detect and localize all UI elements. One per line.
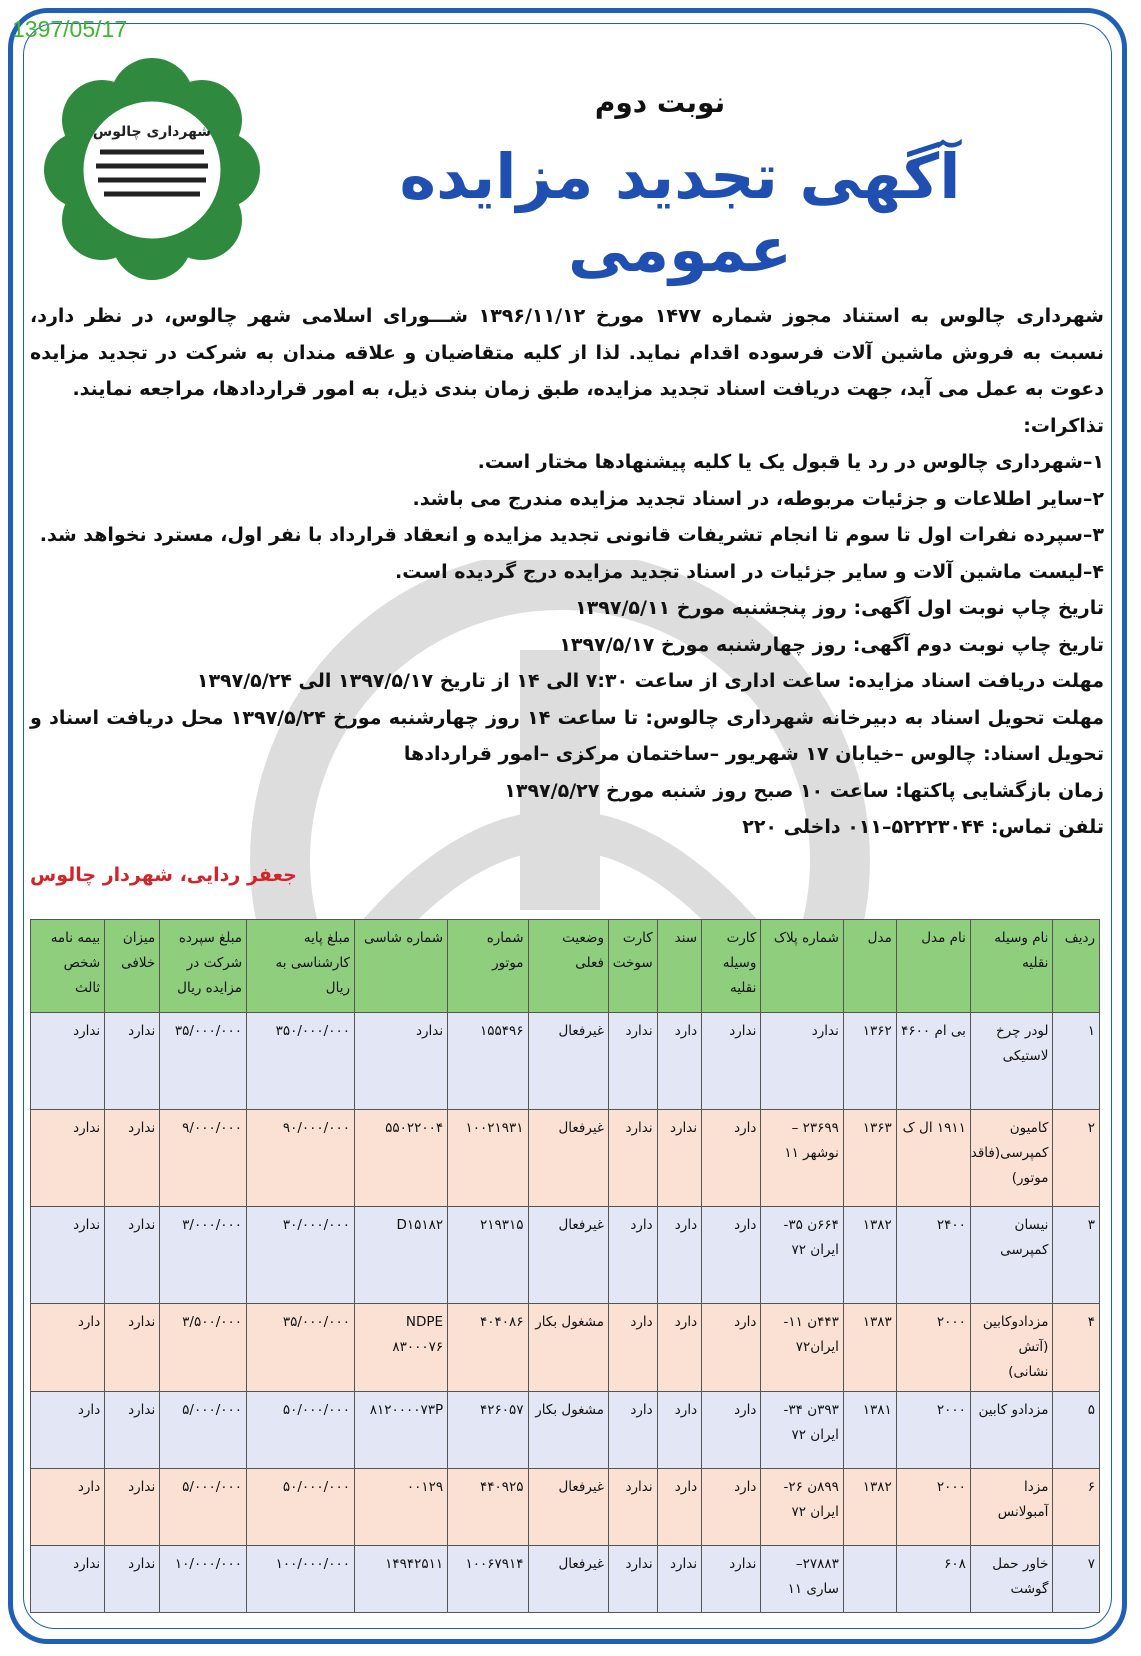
table-cell: دارد (657, 1207, 701, 1304)
table-cell: ۵ (1053, 1392, 1100, 1469)
table-cell (843, 1546, 896, 1613)
table-row (31, 1546, 1100, 1613)
table-cell: مشغول بکار (528, 1392, 608, 1469)
table-cell: ۶۶۴ن ۳۵- ایران ۷۲ (761, 1207, 844, 1304)
table-cell: ۳/۰۰۰/۰۰۰ (160, 1207, 247, 1304)
column-header: نام مدل (896, 920, 970, 1013)
table-cell: ۲۰۰۰ (896, 1392, 970, 1469)
table-cell: ۱۵۵۴۹۶ (448, 1013, 528, 1110)
column-header: مبلغ پایه کارشناسی به ریال (247, 920, 355, 1013)
column-header: مبلغ سپرده شرکت در مزایده ریال (160, 920, 247, 1013)
table-cell: ندارد (105, 1304, 160, 1392)
table-cell: ۱۳۸۱ (843, 1392, 896, 1469)
table-cell: ۵/۰۰۰/۰۰۰ (160, 1469, 247, 1546)
table-cell: ۸۱۲۰۰۰۰۷۳P (354, 1392, 447, 1469)
table-cell: بی ام ۴۶۰۰ (896, 1013, 970, 1110)
table-cell: ۴۴۰۹۲۵ (448, 1469, 528, 1546)
table-cell: ۶۰۸ (896, 1546, 970, 1613)
table-cell: D۱۵۱۸۲ (354, 1207, 447, 1304)
table-cell: خاور حمل گوشت (970, 1546, 1053, 1613)
table-cell: ۵۵۰۲۲۰۰۴ (354, 1110, 447, 1207)
table-cell: ندارد (31, 1110, 105, 1207)
table-cell: ۴۲۶۰۵۷ (448, 1392, 528, 1469)
table-cell: دارد (657, 1392, 701, 1469)
date-stamp: 1397/05/17 (12, 16, 128, 42)
table-cell: ۳۹۳ن ۳۴- ایران ۷۲ (761, 1392, 844, 1469)
table-cell: ۳ (1053, 1207, 1100, 1304)
table-cell: ۵۰/۰۰۰/۰۰۰ (247, 1392, 355, 1469)
table-cell: ۲۳۶۹۹ – نوشهر ۱۱ (761, 1110, 844, 1207)
table-cell: کامیون کمپرسی(فاقد موتور) (970, 1110, 1053, 1207)
table-cell: ۱۰۰/۰۰۰/۰۰۰ (247, 1546, 355, 1613)
column-header: وضعیت فعلی (528, 920, 608, 1013)
logo-lettering: شهرداری چالوس (92, 124, 212, 140)
table-cell: ندارد (702, 1546, 761, 1613)
table-cell: غیرفعال (528, 1207, 608, 1304)
table-cell: دارد (608, 1304, 657, 1392)
table-cell: ۱۰۰۲۱۹۳۱ (448, 1110, 528, 1207)
table-cell: دارد (702, 1207, 761, 1304)
column-header: کارت وسیله نقلیه (702, 920, 761, 1013)
table-cell: ۰۰۱۲۹ (354, 1469, 447, 1546)
table-cell: ندارد (31, 1546, 105, 1613)
table-cell: دارد (702, 1110, 761, 1207)
table-cell: ۲۰۰۰ (896, 1304, 970, 1392)
table-cell: ندارد (657, 1110, 701, 1207)
table-cell: ۱۳۸۳ (843, 1304, 896, 1392)
table-cell: دارد (657, 1013, 701, 1110)
round-subtitle: نوبت دوم (594, 86, 726, 119)
table-cell: ۱۴۹۴۲۵۱۱ (354, 1546, 447, 1613)
note-item: ۱–شهرداری چالوس در رد یا قبول یک یا کلیه پیشنهادها مختار است. (477, 451, 1104, 473)
table-cell: ۱۰/۰۰۰/۰۰۰ (160, 1546, 247, 1613)
table-cell: دارد (702, 1392, 761, 1469)
municipality-logo-emblem (32, 40, 272, 280)
table-cell: نیسان کمپرسی (970, 1207, 1053, 1304)
first-print-date: تاریخ چاپ نوبت اول آگهی: روز پنجشنبه مورخ ۱۳۹۷/۵/۱۱ (575, 597, 1104, 619)
table-row (31, 1013, 1100, 1110)
table-cell: غیرفعال (528, 1013, 608, 1110)
table-cell: دارد (31, 1392, 105, 1469)
table-cell: ۳۵/۰۰۰/۰۰۰ (160, 1013, 247, 1110)
column-header: بیمه نامه شخص ثالث (31, 920, 105, 1013)
table-cell: ۹۰/۰۰۰/۰۰۰ (247, 1110, 355, 1207)
table-cell: ۸۹۹ن ۲۶- ایران ۷۲ (761, 1469, 844, 1546)
table-cell: دارد (702, 1304, 761, 1392)
table-cell: غیرفعال (528, 1469, 608, 1546)
table-cell: ۶ (1053, 1469, 1100, 1546)
table-cell: ۳۰/۰۰۰/۰۰۰ (247, 1207, 355, 1304)
table-cell: غیرفعال (528, 1546, 608, 1613)
column-header: مدل (843, 920, 896, 1013)
table-cell: ندارد (31, 1013, 105, 1110)
table-cell: ندارد (105, 1110, 160, 1207)
intro-paragraph: شهرداری چالوس به استناد مجوز شماره ۱۴۷۷ مورخ ۱۳۹۶/۱۱/۱۲ شـــورای اسلامی شهر چالوس، در نظر دارد، نسبت به فروش ماشین آلات فرسوده اقدام نماید. لذا از کلیه متقاضیان و علاقه مندان به شرکت در تجدید مزایده دعوت به عمل می آید، جهت دریافت اسناد تجدید مزایده، طبق زمان بندی ذیل، به امور قراردادها، مراجعه نمایند. (30, 305, 1104, 400)
table-cell: ۱۳۸۲ (843, 1469, 896, 1546)
note-item: ۳–سپرده نفرات اول تا سوم تا انجام تشریفات قانونی تجدید مزایده و انعقاد قرارداد با نفر اول، مسترد نخواهد شد. (39, 524, 1104, 546)
page-title: آگهی تجدید مزایده عمومی (399, 140, 961, 286)
table-cell: ۴۴۳ن ۱۱- ایران۷۲ (761, 1304, 844, 1392)
table-cell: ندارد (105, 1392, 160, 1469)
column-header: میزان خلافی (105, 920, 160, 1013)
table-cell: دارد (702, 1469, 761, 1546)
table-cell: دارد (657, 1469, 701, 1546)
table-cell: ندارد (31, 1207, 105, 1304)
table-cell: مزدادوکابین (آتش نشانی) (970, 1304, 1053, 1392)
notes-heading: تذاکرات: (1023, 414, 1104, 437)
table-cell: دارد (608, 1207, 657, 1304)
table-cell: ۷ (1053, 1546, 1100, 1613)
table-cell: ۴۰۴۰۸۶ (448, 1304, 528, 1392)
table-cell: NDPE ۸۳۰۰۰۷۶ (354, 1304, 447, 1392)
table-cell: مزدا آمبولانس (970, 1469, 1053, 1546)
table-cell: ندارد (105, 1469, 160, 1546)
table-cell: ۱۳۶۲ (843, 1013, 896, 1110)
table-cell: ۲۷۸۸۳– ساری ۱۱ (761, 1546, 844, 1613)
table-cell: ندارد (608, 1469, 657, 1546)
delivery-info: مهلت تحویل اسناد به دبیرخانه شهرداری چالوس: تا ساعت ۱۴ روز چهارشنبه مورخ ۱۳۹۷/۵/۲۴ محل دریافت اسناد و تحویل اسناد: چالوس –خیابان ۱۷ شهریور –ساختمان مرکزی –امور قراردادها (30, 706, 1104, 765)
table-cell: ندارد (761, 1013, 844, 1110)
table-cell: ۲۴۰۰ (896, 1207, 970, 1304)
document-deadline: مهلت دریافت اسناد مزایده: ساعت اداری از ساعت ۷:۳۰ الی ۱۴ از تاریخ ۱۳۹۷/۵/۱۷ الی ۱۳۹۷/۵/۲۴ (196, 670, 1104, 692)
column-header: شماره پلاک (761, 920, 844, 1013)
table-cell: ۵/۰۰۰/۰۰۰ (160, 1392, 247, 1469)
table-cell: ندارد (105, 1207, 160, 1304)
note-item: ۴–لیست ماشین آلات و سایر جزئیات در اسناد تجدید مزایده درج گردیده است. (395, 560, 1104, 583)
table-cell: ۵۰/۰۰۰/۰۰۰ (247, 1469, 355, 1546)
table-cell: ۴ (1053, 1304, 1100, 1392)
table-row (31, 1469, 1100, 1546)
second-print-date: تاریخ چاپ نوبت دوم آگهی: روز چهارشنبه مورخ ۱۳۹۷/۵/۱۷ (559, 633, 1104, 656)
table-cell: ۲۰۰۰ (896, 1469, 970, 1546)
table-cell: ۳۵/۰۰۰/۰۰۰ (247, 1304, 355, 1392)
table-cell: ندارد (105, 1013, 160, 1110)
table-row (31, 1207, 1100, 1304)
column-header: نام وسیله نقلیه (970, 920, 1053, 1013)
column-header: سند (657, 920, 701, 1013)
table-cell: ندارد (657, 1546, 701, 1613)
table-row (31, 1110, 1100, 1207)
opening-time: زمان بازگشایی پاکتها: ساعت ۱۰ صبح روز شنبه مورخ ۱۳۹۷/۵/۲۷ (504, 779, 1104, 802)
table-cell: ندارد (354, 1013, 447, 1110)
table-cell: ۹/۰۰۰/۰۰۰ (160, 1110, 247, 1207)
table-cell: ۲۱۹۳۱۵ (448, 1207, 528, 1304)
table-cell: دارد (31, 1304, 105, 1392)
table-cell: ۱۹۱۱ ال ک (896, 1110, 970, 1207)
column-header: کارت سوخت (608, 920, 657, 1013)
table-cell: غیرفعال (528, 1110, 608, 1207)
contact-phone: تلفن تماس: ۵۲۲۲۳۰۴۴–۰۱۱ داخلی ۲۲۰ (742, 816, 1104, 838)
table-cell: ۳۵۰/۰۰۰/۰۰۰ (247, 1013, 355, 1110)
table-cell: ۱۰۰۶۷۹۱۴ (448, 1546, 528, 1613)
table-cell: دارد (657, 1304, 701, 1392)
table-cell: ۱۳۶۳ (843, 1110, 896, 1207)
table-cell: لودر چرخ لاستیکی (970, 1013, 1053, 1110)
table-header-row (31, 920, 1100, 1013)
table-row (31, 1392, 1100, 1469)
table-cell: دارد (608, 1392, 657, 1469)
mayor-signature: جعفر ردایی، شهردار چالوس (30, 864, 297, 886)
table-cell: ندارد (105, 1546, 160, 1613)
table-cell: مشغول بکار (528, 1304, 608, 1392)
table-cell: ندارد (608, 1546, 657, 1613)
column-header: شماره موتور (448, 920, 528, 1013)
table-row (31, 1304, 1100, 1392)
table-cell: ۲ (1053, 1110, 1100, 1207)
table-cell: ۱ (1053, 1013, 1100, 1110)
table-cell: ندارد (608, 1013, 657, 1110)
table-cell: ندارد (608, 1110, 657, 1207)
table-cell: ۳/۵۰۰/۰۰۰ (160, 1304, 247, 1392)
column-header: شماره شاسی (354, 920, 447, 1013)
note-item: ۲–سایر اطلاعات و جزئیات مربوطه، در اسناد تجدید مزایده مندرج می باشد. (412, 487, 1104, 510)
announcement-body (30, 298, 1104, 846)
column-header: ردیف (1053, 920, 1100, 1013)
table-cell: ندارد (702, 1013, 761, 1110)
table-cell: دارد (31, 1469, 105, 1546)
table-cell: مزدادو کابین (970, 1392, 1053, 1469)
table-cell: ۱۳۸۲ (843, 1207, 896, 1304)
vehicles-table (30, 919, 1100, 1613)
